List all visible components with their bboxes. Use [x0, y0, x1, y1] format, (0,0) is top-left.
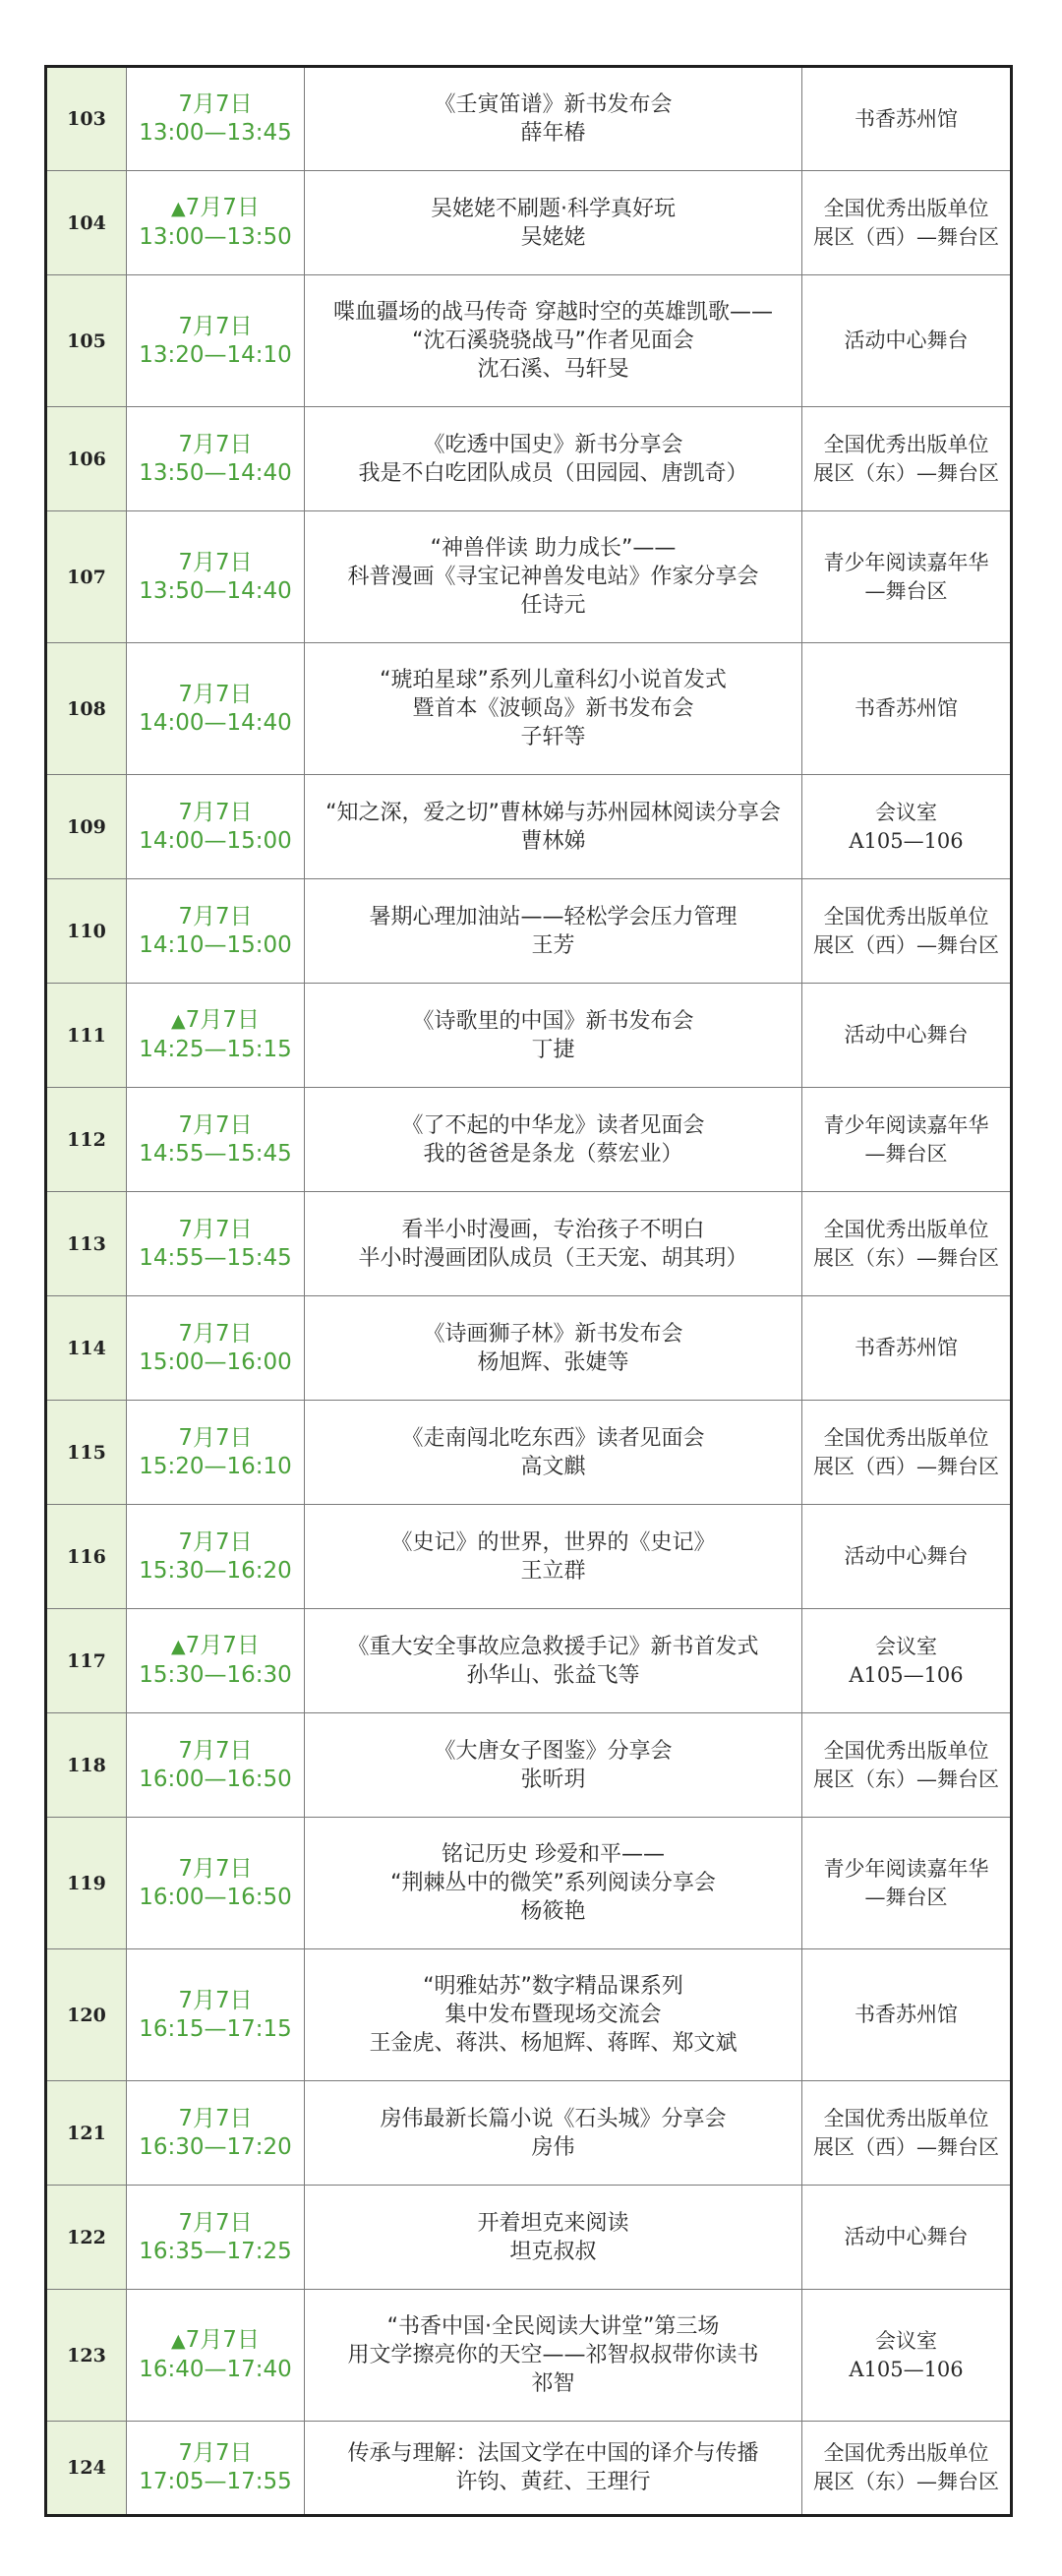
event-number: 124	[46, 2422, 127, 2516]
event-info	[305, 1609, 802, 1713]
schedule-row	[46, 775, 1012, 879]
event-date-text: 7月7日	[178, 1528, 253, 1555]
event-datetime	[127, 2290, 305, 2422]
event-date	[127, 1216, 304, 1244]
venue-line: 全国优秀出版单位	[823, 1738, 989, 1763]
event-date	[127, 1855, 304, 1884]
event-time: 16:40—17:40	[139, 2357, 292, 2382]
event-datetime	[127, 1818, 305, 1949]
event-datetime	[127, 275, 305, 407]
venue-line: 全国优秀出版单位	[823, 1425, 989, 1450]
event-venue	[802, 67, 1012, 171]
event-time: 16:15—17:15	[139, 2015, 292, 2042]
venue-line: 活动中心舞台	[844, 1023, 969, 1047]
venue-line: 全国优秀出版单位	[823, 2441, 989, 2465]
schedule-row	[46, 2186, 1012, 2290]
event-info	[305, 1713, 802, 1818]
schedule-row	[46, 171, 1012, 275]
triangle-marker-icon: ▲	[171, 1010, 186, 1032]
event-title-line: 科普漫画《寻宝记神兽发电站》作家分享会	[347, 565, 759, 589]
event-info	[305, 2186, 802, 2290]
event-venue	[802, 171, 1012, 275]
venue-line: 青少年阅读嘉年华	[823, 550, 989, 574]
event-info	[305, 643, 802, 775]
event-number: 118	[46, 1713, 127, 1818]
event-speakers: 薛年椿	[520, 121, 586, 146]
event-date-text: 7月7日	[178, 1424, 253, 1451]
event-datetime	[127, 879, 305, 984]
event-venue	[802, 1505, 1012, 1609]
event-number: 110	[46, 879, 127, 984]
event-date	[127, 2105, 304, 2133]
event-date-text: 7月7日	[178, 2105, 253, 2131]
schedule-row	[46, 2290, 1012, 2422]
event-info	[305, 1505, 802, 1609]
venue-line: 全国优秀出版单位	[823, 196, 989, 220]
event-speakers: 王金虎、蒋洪、杨旭辉、蒋晖、郑文斌	[369, 2031, 738, 2056]
event-date-text: 7月7日	[178, 431, 253, 457]
event-date	[127, 799, 304, 827]
triangle-marker-icon: ▲	[171, 1636, 186, 1657]
event-title-line: 《壬寅笛谱》新书发布会	[434, 92, 673, 117]
venue-line: —舞台区	[864, 1885, 948, 1909]
event-number: 109	[46, 775, 127, 879]
event-speakers: 许钧、黄荭、王理行	[455, 2470, 651, 2494]
event-speakers: 子轩等	[520, 725, 586, 749]
event-number: 117	[46, 1609, 127, 1713]
venue-line: 书香苏州馆	[855, 106, 958, 131]
event-number: 113	[46, 1192, 127, 1296]
venue-line: A105—106	[849, 2357, 964, 2381]
event-time: 13:20—14:10	[139, 341, 292, 368]
event-speakers: 坦克叔叔	[509, 2239, 597, 2264]
event-time: 15:00—16:00	[139, 1348, 292, 1375]
event-info	[305, 511, 802, 643]
event-speakers: 丁捷	[531, 1037, 575, 1062]
schedule-row	[46, 1818, 1012, 1949]
event-time: 16:00—16:50	[139, 1884, 292, 1910]
event-speakers: 孙华山、张益飞等	[466, 1662, 640, 1688]
event-number: 106	[46, 407, 127, 511]
event-venue	[802, 511, 1012, 643]
event-number: 107	[46, 511, 127, 643]
event-speakers: 杨筱艳	[520, 1899, 586, 1924]
event-info	[305, 1296, 802, 1401]
venue-line: 活动中心舞台	[844, 2225, 969, 2248]
event-speakers: 半小时漫画团队成员（王天宠、胡其玥）	[358, 1245, 748, 1271]
event-time: 13:00—13:50	[139, 224, 292, 250]
event-info	[305, 775, 802, 879]
event-number: 105	[46, 275, 127, 407]
venue-line: —舞台区	[864, 578, 948, 603]
event-venue	[802, 1818, 1012, 1949]
event-info	[305, 879, 802, 984]
venue-line: 展区（西）—舞台区	[813, 1454, 999, 1478]
event-title-line: 暑期心理加油站——轻松学会压力管理	[369, 904, 738, 929]
venue-line: 青少年阅读嘉年华	[823, 1112, 989, 1137]
event-date	[127, 903, 304, 931]
event-date-text: 7月7日	[178, 1111, 253, 1138]
venue-line: 展区（西）—舞台区	[813, 2134, 999, 2159]
event-number: 108	[46, 643, 127, 775]
event-number: 116	[46, 1505, 127, 1609]
event-title-line: 铭记历史 珍爱和平——	[442, 1842, 665, 1867]
schedule-row	[46, 643, 1012, 775]
venue-line: 展区（东）—舞台区	[813, 460, 999, 485]
event-title-line: 开着坦克来阅读	[477, 2210, 629, 2236]
event-venue	[802, 2422, 1012, 2516]
event-datetime	[127, 2081, 305, 2186]
event-time: 16:30—17:20	[139, 2133, 292, 2160]
event-number: 112	[46, 1088, 127, 1192]
venue-line: 青少年阅读嘉年华	[823, 1856, 989, 1881]
schedule-row	[46, 511, 1012, 643]
event-title-line: 用文学擦亮你的天空——祁智叔叔带你读书	[347, 2343, 759, 2367]
event-title-line: 房伟最新长篇小说《石头城》分享会	[380, 2106, 727, 2131]
event-date	[127, 313, 304, 341]
event-datetime	[127, 1713, 305, 1818]
event-date-text: 7月7日	[178, 549, 253, 575]
schedule-row	[46, 2422, 1012, 2516]
event-venue	[802, 879, 1012, 984]
schedule-row	[46, 1192, 1012, 1296]
event-date	[127, 2209, 304, 2238]
event-title-line: 传承与理解：法国文学在中国的译介与传播	[347, 2441, 759, 2466]
event-title-line: “知之深，爱之切”曹林娣与苏州园林阅读分享会	[325, 800, 781, 825]
schedule-row	[46, 1713, 1012, 1818]
venue-line: 会议室	[875, 800, 937, 824]
event-number: 120	[46, 1949, 127, 2081]
event-datetime	[127, 1609, 305, 1713]
event-date	[127, 2326, 304, 2356]
event-time: 14:25—15:15	[139, 1037, 292, 1062]
event-venue	[802, 775, 1012, 879]
event-date-text: 7月7日	[185, 1633, 260, 1658]
venue-line: —舞台区	[864, 1141, 948, 1166]
event-venue	[802, 2081, 1012, 2186]
event-time: 16:00—16:50	[139, 1766, 292, 1792]
event-speakers: 祁智	[531, 2371, 575, 2396]
venue-line: 全国优秀出版单位	[823, 432, 989, 456]
event-datetime	[127, 171, 305, 275]
event-speakers: 高文麒	[520, 1454, 586, 1479]
event-time: 14:10—15:00	[139, 931, 292, 958]
event-title-line: 《诗画狮子林》新书发布会	[423, 1321, 683, 1347]
event-date	[127, 1320, 304, 1348]
event-number: 111	[46, 984, 127, 1088]
event-datetime	[127, 2186, 305, 2290]
event-datetime	[127, 1401, 305, 1505]
event-time: 13:00—13:45	[139, 120, 292, 146]
event-time: 15:30—16:20	[139, 1557, 292, 1584]
schedule-row	[46, 1505, 1012, 1609]
event-datetime	[127, 67, 305, 171]
event-datetime	[127, 984, 305, 1088]
event-date	[127, 1006, 304, 1036]
event-datetime	[127, 643, 305, 775]
event-venue	[802, 643, 1012, 775]
event-title-line: “书香中国·全民阅读大讲堂”第三场	[386, 2314, 720, 2339]
event-info	[305, 171, 802, 275]
event-title-line: 吴姥姥不刷题·科学真好玩	[431, 196, 676, 221]
event-date	[127, 2439, 304, 2468]
event-title-line: 《史记》的世界，世界的《史记》	[390, 1529, 716, 1555]
event-schedule-table	[44, 65, 1013, 2517]
event-speakers: 沈石溪、马轩旻	[477, 357, 629, 382]
event-date	[127, 681, 304, 709]
event-speakers: 我是不白吃团队成员（田园园、唐凯奇）	[358, 460, 748, 486]
event-venue	[802, 1088, 1012, 1192]
event-number: 115	[46, 1401, 127, 1505]
triangle-marker-icon: ▲	[171, 198, 186, 219]
event-speakers: 我的爸爸是条龙（蔡宏业）	[423, 1141, 683, 1167]
event-title-line: 《吃透中国史》新书分享会	[423, 432, 683, 457]
venue-line: 展区（东）—舞台区	[813, 1245, 999, 1270]
event-time: 16:35—17:25	[139, 2238, 292, 2264]
event-venue	[802, 407, 1012, 511]
event-time: 14:00—15:00	[139, 827, 292, 854]
event-title-line: 《大唐女子图鉴》分享会	[434, 1738, 673, 1764]
event-info	[305, 2081, 802, 2186]
event-time: 14:55—15:45	[139, 1244, 292, 1271]
event-info	[305, 1949, 802, 2081]
event-date-text: 7月7日	[178, 1737, 253, 1764]
event-number: 122	[46, 2186, 127, 2290]
event-date-text: 7月7日	[178, 1216, 253, 1242]
schedule-row	[46, 1949, 1012, 2081]
event-date	[127, 90, 304, 119]
event-speakers: 曹林娣	[520, 828, 586, 854]
schedule-row	[46, 275, 1012, 407]
event-title-line: 集中发布暨现场交流会	[444, 2003, 662, 2027]
venue-line: 全国优秀出版单位	[823, 904, 989, 929]
event-number: 104	[46, 171, 127, 275]
venue-line: 书香苏州馆	[855, 1336, 958, 1359]
event-title-line: 喋血疆场的战马传奇 穿越时空的英雄凯歌——	[333, 300, 773, 325]
event-time: 15:20—16:10	[139, 1453, 292, 1479]
event-date	[127, 1737, 304, 1766]
event-date	[127, 1111, 304, 1140]
venue-line: 全国优秀出版单位	[823, 1217, 989, 1241]
event-date	[127, 549, 304, 577]
schedule-row	[46, 407, 1012, 511]
event-info	[305, 407, 802, 511]
schedule-row	[46, 1088, 1012, 1192]
venue-line: A105—106	[849, 1662, 964, 1687]
event-date-text: 7月7日	[185, 2327, 260, 2353]
event-info	[305, 1818, 802, 1949]
event-info	[305, 984, 802, 1088]
event-info	[305, 1192, 802, 1296]
event-speakers: 王芳	[531, 932, 575, 958]
event-number: 121	[46, 2081, 127, 2186]
event-time: 13:50—14:40	[139, 577, 292, 604]
event-title-line: “荆棘丛中的微笑”系列阅读分享会	[390, 1871, 716, 1895]
event-time: 14:55—15:45	[139, 1140, 292, 1167]
event-datetime	[127, 1192, 305, 1296]
event-speakers: 王立群	[520, 1558, 586, 1584]
event-datetime	[127, 1296, 305, 1401]
event-date-text: 7月7日	[178, 91, 253, 117]
event-date-text: 7月7日	[178, 681, 253, 707]
venue-line: 展区（东）—舞台区	[813, 1767, 999, 1791]
venue-line: 书香苏州馆	[855, 696, 958, 720]
event-time: 15:30—16:30	[139, 1662, 292, 1688]
venue-line: 会议室	[875, 2328, 937, 2353]
event-venue	[802, 1713, 1012, 1818]
event-venue	[802, 1609, 1012, 1713]
event-title-line: 暨首本《波顿岛》新书发布会	[412, 696, 694, 721]
event-date-text: 7月7日	[178, 2209, 253, 2236]
event-title-line: “神兽伴读 助力成长”——	[430, 536, 677, 561]
venue-line: A105—106	[849, 828, 964, 853]
event-date-text: 7月7日	[178, 903, 253, 929]
event-date-text: 7月7日	[185, 195, 260, 220]
event-date	[127, 194, 304, 223]
schedule-row	[46, 879, 1012, 984]
venue-line: 全国优秀出版单位	[823, 2106, 989, 2130]
event-time: 14:00—14:40	[139, 709, 292, 736]
event-date-text: 7月7日	[178, 313, 253, 339]
event-speakers: 张昕玥	[520, 1767, 586, 1792]
venue-line: 会议室	[875, 1634, 937, 1658]
event-datetime	[127, 1949, 305, 2081]
event-info	[305, 275, 802, 407]
event-title-line: 《了不起的中华龙》读者见面会	[401, 1112, 705, 1138]
event-number: 119	[46, 1818, 127, 1949]
event-title-line: “明雅姑苏”数字精品课系列	[423, 1974, 683, 1999]
event-date	[127, 431, 304, 459]
event-info	[305, 2290, 802, 2422]
schedule-row	[46, 984, 1012, 1088]
venue-line: 活动中心舞台	[844, 329, 969, 352]
event-date-text: 7月7日	[178, 2440, 253, 2466]
event-venue	[802, 1296, 1012, 1401]
venue-line: 展区（东）—舞台区	[813, 2470, 999, 2493]
event-datetime	[127, 511, 305, 643]
event-venue	[802, 1192, 1012, 1296]
event-date	[127, 1632, 304, 1661]
triangle-marker-icon: ▲	[171, 2330, 186, 2352]
venue-line: 书香苏州馆	[855, 2003, 958, 2026]
event-date	[127, 1424, 304, 1453]
event-date-text: 7月7日	[178, 1987, 253, 2013]
event-datetime	[127, 1088, 305, 1192]
venue-line: 展区（西）—舞台区	[813, 224, 999, 249]
event-datetime	[127, 775, 305, 879]
event-title-line: 《走南闯北吃东西》读者见面会	[401, 1425, 705, 1451]
venue-line: 展区（西）—舞台区	[813, 932, 999, 957]
event-venue	[802, 2290, 1012, 2422]
schedule-row	[46, 2081, 1012, 2186]
venue-line: 活动中心舞台	[844, 1544, 969, 1568]
event-date	[127, 1528, 304, 1557]
event-time: 17:05—17:55	[139, 2469, 292, 2494]
event-datetime	[127, 407, 305, 511]
event-number: 123	[46, 2290, 127, 2422]
event-info	[305, 1401, 802, 1505]
event-number: 103	[46, 67, 127, 171]
event-speakers: 房伟	[531, 2134, 575, 2160]
event-info	[305, 67, 802, 171]
event-venue	[802, 275, 1012, 407]
event-title-line: 看半小时漫画，专治孩子不明白	[401, 1217, 705, 1242]
event-date-text: 7月7日	[178, 1855, 253, 1882]
event-speakers: 任诗元	[520, 593, 586, 618]
event-datetime	[127, 2422, 305, 2516]
schedule-row	[46, 67, 1012, 171]
event-title-line: 《重大安全事故应急救援手记》新书首发式	[347, 1634, 759, 1659]
event-venue	[802, 1949, 1012, 2081]
event-info	[305, 1088, 802, 1192]
event-datetime	[127, 1505, 305, 1609]
schedule-row	[46, 1296, 1012, 1401]
schedule-row	[46, 1401, 1012, 1505]
event-venue	[802, 1401, 1012, 1505]
event-venue	[802, 984, 1012, 1088]
event-speakers: 杨旭辉、张婕等	[477, 1349, 629, 1375]
event-date-text: 7月7日	[178, 799, 253, 825]
event-number: 114	[46, 1296, 127, 1401]
schedule-row	[46, 1609, 1012, 1713]
event-time: 13:50—14:40	[139, 459, 292, 486]
event-date-text: 7月7日	[178, 1320, 253, 1347]
schedule-body	[46, 67, 1012, 2516]
event-venue	[802, 2186, 1012, 2290]
event-date	[127, 1987, 304, 2015]
event-date-text: 7月7日	[185, 1007, 260, 1033]
event-title-line: “琥珀星球”系列儿童科幻小说首发式	[380, 668, 727, 692]
event-title-line: 《诗歌里的中国》新书发布会	[412, 1008, 694, 1034]
event-title-line: “沈石溪骁骁战马”作者见面会	[412, 329, 694, 353]
event-info	[305, 2422, 802, 2516]
event-speakers: 吴姥姥	[520, 224, 586, 250]
